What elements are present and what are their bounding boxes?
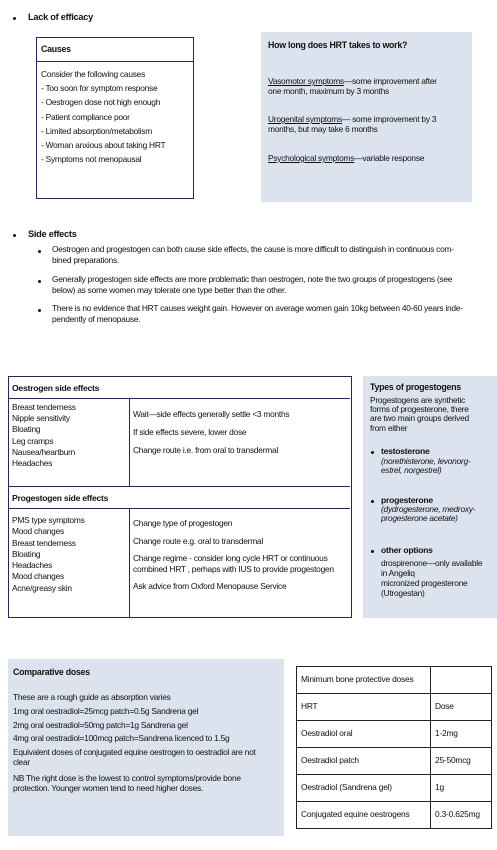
bullet-dot	[371, 550, 374, 553]
detail-line: (norethisterone, levonorg-	[381, 456, 471, 466]
symptom: PMS type symptoms	[12, 515, 85, 525]
progestogen-title-row	[9, 486, 350, 509]
causes-line: - Symptoms not menopausal	[41, 154, 142, 165]
bullet-dot	[371, 500, 374, 503]
hrt-item	[268, 76, 437, 96]
detail-line: micronized progesterone	[381, 578, 468, 588]
symptom: Leg cramps	[12, 435, 54, 446]
table-row	[297, 802, 492, 829]
causes-box	[36, 37, 194, 199]
dose-line: clear	[13, 756, 30, 767]
hrt-item-text: —variable response	[354, 153, 425, 163]
bullet-dot	[13, 234, 16, 237]
table-cell	[431, 667, 492, 694]
symptom: Nipple sensitivity	[12, 413, 70, 424]
causes-line: - Woman anxious about taking HRT	[41, 140, 166, 151]
side-effect-line: Generally progestogen side effects are more problematic than oestrogen, note the two groups of progestogens (see	[52, 274, 453, 284]
progestogen-actions	[133, 518, 334, 592]
bullet-dot	[38, 309, 41, 312]
symptom: Headaches	[12, 560, 53, 571]
dose-line: 4mg oral oestradiol=100mcg patch=Sandrena licenced to 1.5g	[13, 733, 230, 744]
intro-line: Progestogens are synthetic	[370, 395, 465, 405]
action: If side effects severe, lower dose	[133, 427, 247, 437]
dose-line: protection. Younger women tend to need higher doses.	[13, 782, 204, 793]
table-cell: Conjugated equine oestrogens	[297, 802, 431, 829]
causes-title: Causes	[41, 44, 71, 54]
hrt-item-text: — some improvement by 3	[341, 114, 437, 124]
comparative-panel	[8, 659, 284, 836]
dose-line: 1mg oral oestradiol=25mcg patch=0.5g Sandrena gel	[13, 705, 199, 716]
efficacy-heading: Lack of efficacy	[28, 12, 93, 22]
side-effect-line: Oestrogen and progestogen can both cause side effects, the cause is more difficult to distinguish in continuous com-	[52, 244, 454, 254]
table-cell: 0.3-0.625mg	[431, 802, 492, 829]
intro-line: are two main groups derived	[370, 413, 469, 424]
hrt-item-label: Vasomotor symptoms	[268, 76, 344, 86]
table-cell: 1-2mg	[431, 721, 492, 748]
oestrogen-title: Oestrogen side effects	[12, 383, 100, 393]
progestogen-symptoms	[12, 515, 85, 594]
oestrogen-title-row	[9, 377, 350, 399]
symptom: Bloating	[12, 548, 41, 559]
side-effects-table	[8, 376, 352, 618]
bullet-dot	[13, 17, 16, 20]
group-detail	[381, 457, 470, 475]
causes-line: - Limited absorption/metabolism	[41, 125, 152, 136]
action: combined HRT , perhaps with IUS to provide progestogen	[133, 563, 334, 574]
table-row	[297, 694, 492, 721]
action: Change type of progestogen	[133, 518, 233, 528]
side-effect-bullet	[52, 303, 463, 325]
symptom: Headaches	[12, 458, 53, 469]
detail-line: (dydrogesterone, medroxy-	[381, 504, 476, 514]
table-cell: 1g	[431, 775, 492, 802]
progestogen-types-intro	[370, 396, 469, 433]
progestogen-types-title: Types of progestogens	[370, 382, 461, 392]
oestrogen-actions	[133, 405, 289, 459]
side-effects-heading: Side effects	[28, 229, 77, 239]
side-effect-line: There is no evidence that HRT causes weight gain. However on average women gain 10kg between 40-60 years inde-	[52, 303, 463, 313]
dose-line: 2mg oral oestradiol=50mg patch=1g Sandrena gel	[13, 719, 188, 730]
bullet-dot	[38, 280, 41, 283]
table-row	[297, 775, 492, 802]
group-name: testosterone	[381, 446, 430, 456]
bullet-dot	[371, 451, 374, 454]
detail-line: drospirenone—only available	[381, 558, 483, 568]
table-cell: 25-50mcg	[431, 748, 492, 775]
symptom: Mood changes	[12, 526, 64, 537]
group-detail	[381, 505, 475, 523]
header-cell: HRT	[297, 694, 431, 721]
detail-line: (Utrogestan)	[381, 588, 425, 598]
hrt-item	[268, 114, 436, 134]
causes-line: - Patient compliance poor	[41, 111, 130, 122]
table-cell: Oestradiol patch	[297, 748, 431, 775]
comparative-title: Comparative doses	[13, 667, 90, 677]
symptom: Breast tenderness	[12, 402, 76, 412]
group-detail	[381, 558, 482, 598]
hrt-item-text: —some improvement after	[343, 76, 437, 86]
table-row	[297, 721, 492, 748]
hrt-item-label: Urogenital symptoms	[268, 114, 342, 124]
symptom: Breast tenderness	[12, 537, 76, 548]
action: Change regime - consider long cycle HRT or continuous	[133, 553, 328, 563]
column-divider	[129, 509, 130, 617]
symptom: Nausea/heartburn	[12, 446, 76, 457]
causes-line: Consider the following causes	[41, 69, 146, 79]
intro-line: forms of progesterone, there	[370, 404, 469, 415]
causes-line: - Oestrogen dose not high enough	[41, 97, 161, 108]
action: Ask advice from Oxford Menopause Service	[133, 581, 287, 591]
oestrogen-symptoms	[12, 402, 76, 469]
header-cell: Dose	[431, 694, 492, 721]
symptom: Bloating	[12, 424, 41, 435]
bone-table-title: Minimum bone protective doses	[297, 667, 431, 694]
action: Change route i.e. from oral to transdermal	[133, 445, 278, 455]
table-cell: Oestradiol (Sandrena gel)	[297, 775, 431, 802]
detail-line: progesterone acetate)	[381, 513, 458, 523]
table-cell: Oestradiol oral	[297, 721, 431, 748]
intro-line: from either	[370, 422, 408, 433]
group-name: other options	[381, 545, 433, 555]
hrt-time-panel	[261, 32, 472, 202]
dose-line: These are a rough guide as absorption varies	[13, 692, 171, 702]
side-effect-bullet	[52, 244, 454, 266]
progestogen-types-panel	[363, 376, 497, 618]
detail-line: estrel, norgestrel)	[381, 465, 442, 475]
action: Wait—side effects generally settle <3 months	[133, 409, 290, 419]
detail-line: in Angeliq	[381, 568, 415, 578]
symptom: Mood changes	[12, 571, 64, 582]
hrt-time-title: How long does HRT takes to work?	[268, 40, 408, 50]
side-effect-line: below) as some women may tolerate one type better than the other.	[52, 285, 287, 295]
hrt-item-text: months, but may take 6 months	[268, 124, 378, 134]
progestogen-title: Progestogen side effects	[12, 493, 109, 503]
bone-doses-table	[296, 666, 492, 829]
causes-title-row	[37, 38, 193, 62]
side-effect-bullet	[52, 274, 452, 296]
dose-line: NB The right dose is the lowest to control symptoms/provide bone	[13, 772, 241, 783]
column-divider	[129, 399, 130, 486]
symptom: Acne/greasy skin	[12, 582, 72, 593]
hrt-item-label: Psychological symptoms	[268, 153, 355, 163]
comparative-lines	[13, 693, 256, 793]
dose-line: Equivalent doses of conjugated equine oestrogen to oestradiol are not	[13, 747, 256, 758]
table-row	[297, 748, 492, 775]
table-row	[297, 667, 492, 694]
causes-list	[41, 67, 165, 166]
causes-line: - Too soon for symptom response	[41, 83, 158, 94]
bullet-dot	[38, 250, 41, 253]
side-effect-line: pendently of menopause.	[52, 314, 141, 324]
group-name: progesterone	[381, 495, 433, 505]
hrt-item	[268, 153, 424, 163]
action: Change route e.g. oral to transdermal	[133, 535, 263, 546]
hrt-item-text: one month, maximum by 3 months	[268, 86, 389, 96]
side-effect-line: bined preparations.	[52, 255, 119, 265]
